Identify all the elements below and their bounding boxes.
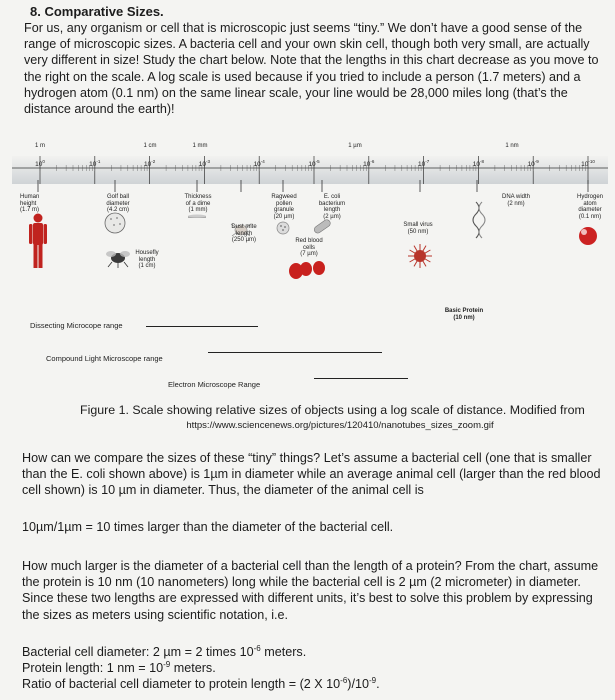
section-title: 8. Comparative Sizes. — [30, 4, 164, 19]
formula-bacterial: Bacterial cell diameter: 2 µm = 2 times $10^{-6}$ meters. — [22, 643, 307, 659]
log-scale-axis — [12, 156, 608, 192]
dime-label: Thickness of a dime (1 mm) — [184, 194, 212, 213]
hydrogen-label: Hydrogen atom diameter (0.1 nm) — [576, 194, 603, 220]
dust-mite-label: Dust mite length (250 µm) — [231, 224, 257, 243]
dissecting-range-label: Dissecting Microcope range — [30, 321, 123, 330]
electron-range-label: Electron Microscope Range — [168, 380, 261, 389]
unit-label-1m: 1 m — [34, 143, 45, 149]
protein-label: Basic Protein (10 nm) — [444, 308, 484, 321]
hydrogen-atom-icon — [579, 227, 597, 245]
intro-paragraph: For us, any organism or cell that is microscopic just seems “tiny.” We don’t have a good sense of the range of microscopic sizes. A bacteria cell and your own skin cell, though both very small, are actually very different in size! Study the chart below. Note that the lengths in this chart decrease as you move to the right on the scale. A log scale is used because if you tried to include a person (1.7 meters) and a hydrogen atom (0.1 nm) on the same linear scale, your line would be 28,000 miles long (that’s the distance around the earth)! — [24, 21, 599, 117]
dna-helix-icon — [473, 202, 485, 238]
golf-ball-icon — [105, 213, 125, 233]
paragraph-result: 10µm/1µm = 10 times larger than the diameter of the bacterial cell. — [22, 520, 394, 534]
unit-label-1cm: 1 cm — [143, 143, 157, 149]
ecoli-label: E. coli bacterium length (2 µm) — [318, 194, 346, 220]
exponent-label: $10^{-1}$ — [89, 159, 101, 168]
paragraph-protein: How much larger is the diameter of a bacterial cell than the length of a protein? From the chart, assume the protein is 10 nm (10 nanometers) long while the bacterial cell is 2 µm (2 micrometer) in diameter. Since these two lengths are expressed with different units, it’s best to solve this problem by expressing the sizes as meters using scientific notation, i.e. — [22, 559, 599, 622]
dissecting-range-line — [146, 326, 258, 327]
unit-label-1nm: 1 nm — [505, 143, 519, 149]
exponent-label: $10^{-6}$ — [363, 159, 375, 168]
unit-label-1um: 1 µm — [348, 143, 362, 149]
size-scale-graphic — [0, 138, 615, 388]
electron-range-line — [314, 378, 408, 379]
housefly-label: Housefly length (1 cm) — [135, 250, 159, 269]
exponent-label: $10^{-9}$ — [527, 159, 539, 168]
exponent-label: $10^{-3}$ — [198, 159, 211, 168]
exponent-label: $10^{-5}$ — [308, 159, 320, 168]
exponent-label: $10^{-10}$ — [581, 159, 595, 168]
unit-label-1mm: 1 mm — [192, 143, 208, 149]
pollen-label: Ragweed pollen granule (20 µm) — [271, 194, 297, 220]
compound-range-line — [208, 352, 382, 353]
exponent-label: $10^0$ — [35, 159, 45, 168]
golf-ball-label: Golf ball diameter (4.2 cm) — [106, 194, 130, 213]
caption-url: https://www.sciencenews.org/pictures/120410/nanotubes_sizes_zoom.gif — [186, 420, 494, 431]
pollen-icon — [277, 222, 289, 234]
ecoli-icon — [313, 218, 332, 234]
exponent-label: $10^{-7}$ — [417, 159, 430, 168]
size-scale-figure — [0, 138, 615, 388]
small-virus-label: Small virus (50 nm) — [403, 222, 433, 235]
formula-protein: Protein length: 1 nm = $10^{-9}$ meters. — [22, 660, 216, 676]
exponent-label: $10^{-8}$ — [472, 159, 485, 168]
formula-ratio: Ratio of bacterial cell diameter to protein length = (2 X $10^{-6})/10^{-9}$. — [22, 676, 380, 692]
exponent-label: $10^{-4}$ — [253, 159, 265, 168]
compound-range-label: Compound Light Microscope range — [46, 354, 163, 363]
caption-text: Figure 1. Scale showing relative sizes of objects using a log scale of distance. Modified from — [80, 403, 585, 417]
dime-icon — [188, 215, 206, 219]
housefly-icon — [106, 251, 130, 268]
dna-label: DNA width (2 nm) — [501, 194, 530, 207]
human-label: Human height (1.7 m) — [20, 194, 40, 213]
small-virus-icon — [408, 244, 432, 268]
exponent-label: $10^{-2}$ — [143, 159, 156, 168]
paragraph-compare: How can we compare the sizes of these “tiny” things? Let’s assume a bacterial cell (one that is smaller than the E. coli shown above) is 1µm in diameter while an average animal cell (larger than the red blood cell shown) is 10 µm in diameter. Thus, the diameter of the animal cell is — [22, 451, 601, 498]
red-blood-cells-icon — [289, 261, 325, 279]
figure-caption — [80, 403, 600, 433]
rbc-label: Red blood cells (7 µm) — [295, 238, 323, 257]
formula-block — [22, 644, 602, 693]
human-icon — [29, 214, 47, 269]
